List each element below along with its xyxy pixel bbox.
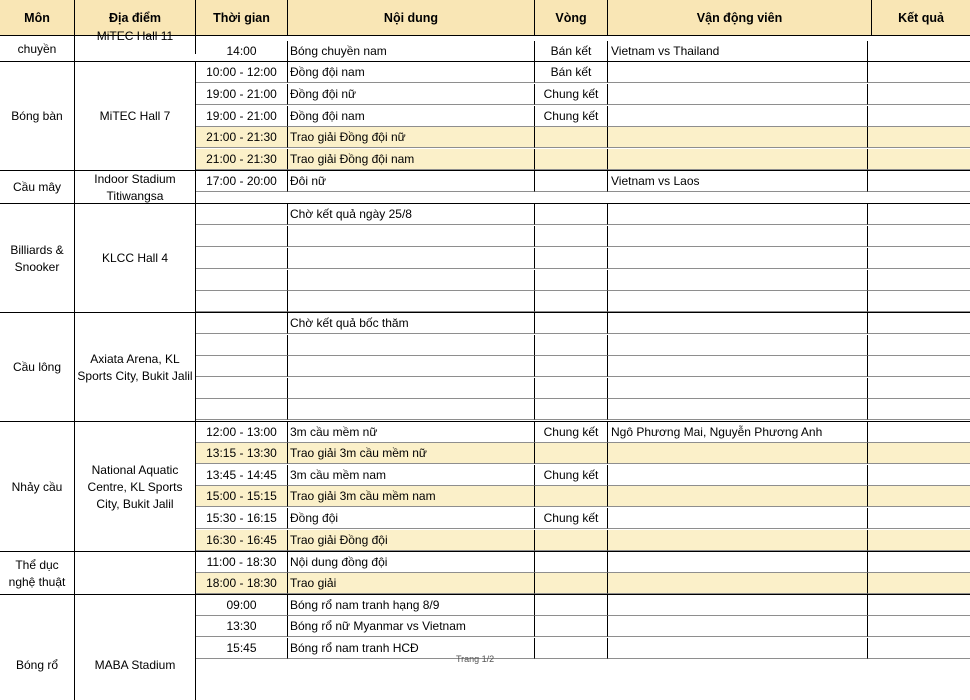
athletes-cell	[608, 443, 868, 464]
athletes-cell	[608, 149, 868, 170]
venue-name: MABA Stadium	[75, 595, 196, 700]
time-cell	[196, 335, 288, 356]
group-divider	[0, 594, 970, 595]
athletes-cell	[608, 573, 868, 594]
round-cell: Chung kết	[535, 508, 608, 529]
athletes-cell	[608, 356, 868, 377]
round-cell	[535, 127, 608, 148]
table-row	[196, 399, 970, 420]
time-cell: 15:00 - 15:15	[196, 486, 288, 507]
content-cell: Bóng chuyền nam	[288, 41, 535, 62]
round-cell: Bán kết	[535, 41, 608, 62]
result-cell	[868, 335, 970, 356]
time-cell: 21:00 - 21:30	[196, 149, 288, 170]
content-cell: Đồng đội nữ	[288, 84, 535, 105]
table-row	[196, 443, 970, 464]
athletes-cell	[608, 313, 868, 334]
athletes-cell	[608, 595, 868, 616]
table-row	[196, 270, 970, 291]
time-cell: 21:00 - 21:30	[196, 127, 288, 148]
time-cell	[196, 378, 288, 399]
sport-group	[0, 204, 196, 313]
table-row	[196, 313, 970, 334]
time-cell: 15:45	[196, 638, 288, 659]
athletes-cell	[608, 378, 868, 399]
time-cell: 11:00 - 18:30	[196, 552, 288, 573]
round-cell	[535, 595, 608, 616]
athletes-cell	[608, 248, 868, 269]
venue-name: Axiata Arena, KL Sports City, Bukit Jalil	[75, 313, 196, 422]
header-result: Kết quả	[872, 0, 970, 36]
round-cell	[535, 616, 608, 637]
group-divider	[0, 203, 970, 204]
content-cell	[288, 399, 535, 420]
content-cell: Đồng đội nam	[288, 106, 535, 127]
sport-name: Thể dục nghệ thuật	[0, 552, 75, 595]
sport-name: Nhảy cầu	[0, 422, 75, 552]
table-row	[196, 508, 970, 529]
round-cell	[535, 378, 608, 399]
group-divider	[0, 35, 970, 36]
result-cell	[868, 486, 970, 507]
content-cell: Chờ kết quả ngày 25/8	[288, 204, 535, 225]
result-cell	[868, 616, 970, 637]
round-cell	[535, 149, 608, 170]
table-row	[196, 41, 970, 62]
venue-name: MiTEC Hall 7	[75, 62, 196, 171]
time-cell: 13:30	[196, 616, 288, 637]
table-row	[196, 422, 970, 443]
table-row	[196, 616, 970, 637]
round-cell	[535, 443, 608, 464]
content-cell	[288, 378, 535, 399]
result-cell	[868, 530, 970, 551]
time-cell	[196, 313, 288, 334]
athletes-cell	[608, 106, 868, 127]
table-row	[196, 356, 970, 377]
round-cell	[535, 638, 608, 659]
sport-group	[0, 313, 196, 422]
result-cell	[868, 508, 970, 529]
table-row	[196, 530, 970, 551]
content-cell	[288, 248, 535, 269]
content-cell: Nội dung đồng đội	[288, 552, 535, 573]
result-cell	[868, 552, 970, 573]
time-cell: 19:00 - 21:00	[196, 84, 288, 105]
result-cell	[868, 84, 970, 105]
athletes-cell: Vietnam vs Laos	[608, 171, 868, 192]
athletes-cell	[608, 508, 868, 529]
content-cell: Trao giải Đồng đội	[288, 530, 535, 551]
sport-name: Cầu lông	[0, 313, 75, 422]
venue-name: KLCC Hall 4	[75, 204, 196, 313]
content-cell: 3m cầu mềm nữ	[288, 422, 535, 443]
table-row	[196, 573, 970, 594]
sport-group	[0, 62, 196, 171]
table-row	[196, 335, 970, 356]
table-row	[196, 378, 970, 399]
round-cell	[535, 313, 608, 334]
athletes-cell	[608, 62, 868, 83]
round-cell	[535, 171, 608, 192]
header-sport: Môn	[0, 0, 75, 36]
result-cell	[868, 171, 970, 192]
content-cell: Bóng rổ nam tranh HCĐ	[288, 638, 535, 659]
venue-name: Indoor Stadium Titiwangsa	[75, 171, 196, 204]
content-cell: Đồng đội nam	[288, 62, 535, 83]
result-cell	[868, 422, 970, 443]
result-cell	[868, 149, 970, 170]
time-cell	[196, 248, 288, 269]
athletes-cell	[608, 270, 868, 291]
time-cell	[196, 270, 288, 291]
sport-group	[0, 595, 196, 700]
content-cell	[288, 356, 535, 377]
round-cell: Chung kết	[535, 84, 608, 105]
athletes-cell	[608, 552, 868, 573]
time-cell	[196, 291, 288, 312]
content-cell: Bóng rổ nữ Myanmar vs Vietnam	[288, 616, 535, 637]
sport-name: chuyền	[0, 36, 75, 62]
table-row	[196, 638, 970, 659]
result-cell	[868, 356, 970, 377]
header-time: Thời gian	[196, 0, 288, 36]
sport-group	[0, 422, 196, 552]
table-row	[196, 106, 970, 127]
time-cell: 16:30 - 16:45	[196, 530, 288, 551]
content-cell	[288, 335, 535, 356]
result-cell	[868, 378, 970, 399]
table-row	[196, 552, 970, 573]
sport-group	[0, 171, 196, 204]
athletes-cell	[608, 84, 868, 105]
result-cell	[868, 106, 970, 127]
result-cell	[868, 226, 970, 247]
group-divider	[0, 170, 970, 171]
round-cell	[535, 530, 608, 551]
table-row	[196, 486, 970, 507]
athletes-cell	[608, 486, 868, 507]
content-cell	[288, 291, 535, 312]
athletes-cell: Ngô Phương Mai, Nguyễn Phương Anh	[608, 422, 868, 443]
content-cell: Bóng rổ nam tranh hạng 8/9	[288, 595, 535, 616]
sport-name: Bóng bàn	[0, 62, 75, 171]
venue-name	[75, 552, 196, 595]
content-cell: Trao giải 3m cầu mềm nữ	[288, 443, 535, 464]
table-row	[196, 62, 970, 83]
content-cell: 3m cầu mềm nam	[288, 465, 535, 486]
result-cell	[868, 465, 970, 486]
group-divider	[0, 551, 970, 552]
round-cell	[535, 573, 608, 594]
result-cell	[868, 41, 970, 62]
time-cell	[196, 204, 288, 225]
round-cell	[535, 291, 608, 312]
sport-name: Billiards & Snooker	[0, 204, 75, 313]
round-cell	[535, 552, 608, 573]
round-cell: Chung kết	[535, 465, 608, 486]
group-divider	[0, 312, 970, 313]
round-cell: Bán kết	[535, 62, 608, 83]
table-row	[196, 127, 970, 148]
table-row	[196, 204, 970, 225]
time-cell: 09:00	[196, 595, 288, 616]
result-cell	[868, 443, 970, 464]
result-cell	[868, 291, 970, 312]
time-cell	[196, 226, 288, 247]
content-cell: Chờ kết quả bốc thăm	[288, 313, 535, 334]
table-row	[196, 149, 970, 170]
round-cell	[535, 270, 608, 291]
content-cell: Trao giải	[288, 573, 535, 594]
result-cell	[868, 204, 970, 225]
venue-name: MiTEC Hall 11	[75, 28, 196, 54]
athletes-cell	[608, 530, 868, 551]
round-cell: Chung kết	[535, 422, 608, 443]
header-venue: Địa điểm	[75, 0, 196, 36]
time-cell: 19:00 - 21:00	[196, 106, 288, 127]
content-cell: Trao giải Đồng đội nam	[288, 149, 535, 170]
header-content: Nội dung	[288, 0, 535, 36]
athletes-cell	[608, 399, 868, 420]
time-cell: 12:00 - 13:00	[196, 422, 288, 443]
round-cell	[535, 399, 608, 420]
result-cell	[868, 313, 970, 334]
time-cell: 18:00 - 18:30	[196, 573, 288, 594]
round-cell	[535, 356, 608, 377]
table-row	[196, 595, 970, 616]
athletes-cell	[608, 465, 868, 486]
content-cell: Đồng đội	[288, 508, 535, 529]
content-cell	[288, 270, 535, 291]
content-cell	[288, 226, 535, 247]
venue-name: National Aquatic Centre, KL Sports City, Bukit Jalil	[75, 422, 196, 552]
sport-name: Cầu mây	[0, 171, 75, 204]
group-divider	[0, 421, 970, 422]
athletes-cell	[608, 616, 868, 637]
result-cell	[868, 399, 970, 420]
table-row	[196, 465, 970, 486]
athletes-cell	[608, 127, 868, 148]
time-cell	[196, 356, 288, 377]
athletes-cell	[608, 204, 868, 225]
round-cell	[535, 248, 608, 269]
header-athletes: Vận động viên	[608, 0, 872, 36]
time-cell: 15:30 - 16:15	[196, 508, 288, 529]
result-cell	[868, 127, 970, 148]
time-cell: 14:00	[196, 41, 288, 62]
time-cell: 13:45 - 14:45	[196, 465, 288, 486]
result-cell	[868, 638, 970, 659]
page-footer: Trang 1/2	[456, 654, 495, 664]
athletes-cell	[608, 291, 868, 312]
sport-group	[0, 29, 196, 62]
content-cell: Trao giải 3m cầu mềm nam	[288, 486, 535, 507]
table-row	[196, 171, 970, 192]
time-cell: 17:00 - 20:00	[196, 171, 288, 192]
time-cell: 13:15 - 13:30	[196, 443, 288, 464]
athletes-cell: Vietnam vs Thailand	[608, 41, 868, 62]
athletes-cell	[608, 335, 868, 356]
table-row	[196, 226, 970, 247]
result-cell	[868, 62, 970, 83]
time-cell	[196, 399, 288, 420]
athletes-cell	[608, 638, 868, 659]
content-cell: Đôi nữ	[288, 171, 535, 192]
table-row	[196, 84, 970, 105]
round-cell	[535, 335, 608, 356]
sport-group	[0, 552, 196, 595]
content-cell: Trao giải Đồng đội nữ	[288, 127, 535, 148]
round-cell: Chung kết	[535, 106, 608, 127]
table-row	[196, 291, 970, 312]
round-cell	[535, 486, 608, 507]
result-cell	[868, 595, 970, 616]
table-row	[196, 248, 970, 269]
round-cell	[535, 226, 608, 247]
athletes-cell	[608, 226, 868, 247]
group-divider	[0, 61, 970, 62]
result-cell	[868, 248, 970, 269]
result-cell	[868, 270, 970, 291]
time-cell: 10:00 - 12:00	[196, 62, 288, 83]
header-round: Vòng	[535, 0, 608, 36]
round-cell	[535, 204, 608, 225]
result-cell	[868, 573, 970, 594]
sport-name: Bóng rổ	[0, 595, 75, 700]
